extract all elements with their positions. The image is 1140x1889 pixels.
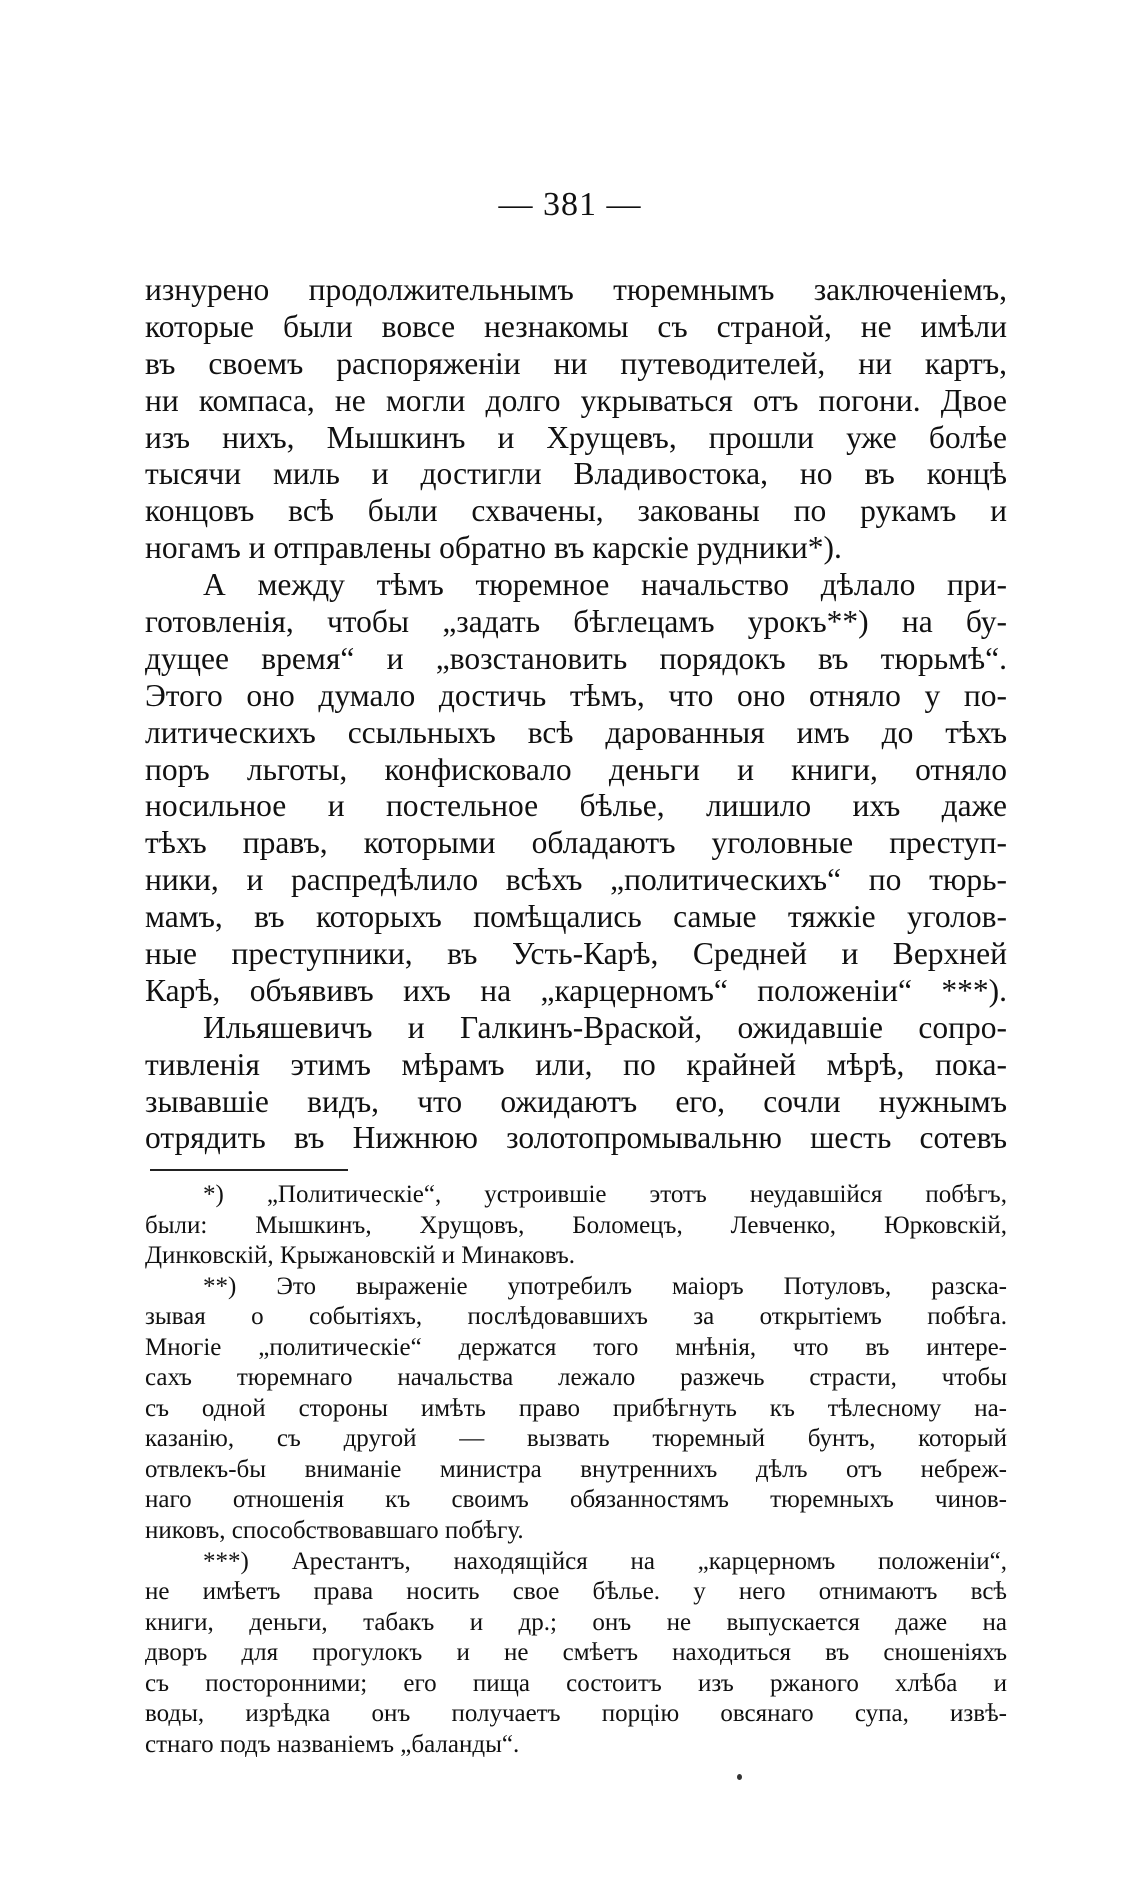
footnote-2-line: съ одной стороны имѣть право прибѣгнуть къ тѣлесному на- (145, 1394, 1007, 1422)
text-line: въ своемъ распоряженіи ни путеводителей, ни картъ, (145, 345, 1007, 381)
text-line: концовъ всѣ были схвачены, закованы по рукамъ и (145, 493, 1007, 529)
text-line: Этого оно думало достичь тѣмъ, что оно отняло у по- (145, 677, 1007, 713)
paragraph-start-line: Ильяшевичъ и Галкинъ-Враской, ожидавшіе сопро- (203, 1009, 1007, 1045)
footnote-divider (150, 1169, 348, 1171)
footnote-2-line: **) Это выраженіе употребилъ маіоръ Потуловъ, разска- (203, 1272, 1007, 1300)
text-line: мамъ, въ которыхъ помѣщались самые тяжкіе уголов- (145, 899, 1007, 935)
footnote-1-line: Динковскій, Крыжановскій и Минаковъ. (145, 1242, 576, 1270)
footnote-3-line: стнаго подъ названіемъ „баланды“. (145, 1730, 520, 1758)
footnote-2-line: Многіе „политическіе“ держатся того мнѣнія, что въ интере- (145, 1333, 1007, 1361)
text-line: ники, и распредѣлило всѣхъ „политическихъ“ по тюрь- (145, 862, 1007, 898)
footnote-2-line: отвлекъ-бы вниманіе министра внутреннихъ дѣлъ отъ небреж- (145, 1455, 1007, 1483)
text-line: тысячи миль и достигли Владивостока, но въ концѣ (145, 456, 1007, 492)
footnote-2-line: наго отношенія къ своимъ обязанностямъ тюремныхъ чинов- (145, 1486, 1007, 1514)
text-line: ногамъ и отправлены обратно въ карскіе рудники*). (145, 530, 842, 566)
footnote-3-line: книги, деньги, табакъ и др.; онъ не выпускается даже на (145, 1608, 1007, 1636)
footnote-2-line: сахъ тюремнаго начальства лежало разжечь страсти, чтобы (145, 1364, 1007, 1392)
text-line: дущее время“ и „возстановить порядокъ въ тюрьмѣ“. (145, 640, 1007, 676)
main-text (145, 272, 1007, 1157)
text-line: тѣхъ правъ, которыми обладаютъ уголовные преступ- (145, 825, 1007, 861)
footnote-1-line: были: Мышкинъ, Хрущовъ, Боломецъ, Левченко, Юрковскій, (145, 1211, 1007, 1239)
footnote-3-line: ***) Арестантъ, находящійся на „карцерномъ положеніи“, (203, 1547, 1007, 1575)
page-number: — 381 — (498, 186, 642, 223)
footnote-3-line: съ посторонними; его пища состоитъ изъ ржаного хлѣба и (145, 1669, 1007, 1697)
text-line: поръ льготы, конфисковало деньги и книги, отняло (145, 751, 1007, 787)
text-line: изъ нихъ, Мышкинъ и Хрущевъ, прошли уже болѣе (145, 419, 1007, 455)
text-line: ни компаса, не могли долго укрываться отъ погони. Двое (145, 382, 1007, 418)
text-line: литическихъ ссыльныхъ всѣ дарованныя имъ до тѣхъ (145, 714, 1007, 750)
text-line: носильное и постельное бѣлье, лишило ихъ даже (145, 788, 1007, 824)
footnote-3-line: дворъ для прогулокъ и не смѣетъ находиться въ сношеніяхъ (145, 1639, 1007, 1667)
footnote-2-line: казанію, съ другой — вызвать тюремный бунтъ, который (145, 1425, 1007, 1453)
text-line: которые были вовсе незнакомы съ страной, не имѣли (145, 308, 1007, 344)
footnote-2-line: зывая о событіяхъ, послѣдовавшихъ за открытіемъ побѣга. (145, 1303, 1007, 1331)
text-line: тивленія этимъ мѣрамъ или, по крайней мѣрѣ, пока- (145, 1046, 1007, 1082)
text-line: готовленія, чтобы „задать бѣглецамъ урокъ**) на бу- (145, 604, 1007, 640)
text-line: ные преступники, въ Усть-Карѣ, Средней и Верхней (145, 936, 1007, 972)
footnote-1-line: *) „Политическіе“, устроившіе этотъ неудавшійся побѣгъ, (203, 1181, 1007, 1208)
paragraph-start-line: А между тѣмъ тюремное начальство дѣлало при- (203, 567, 1007, 603)
ink-speck (737, 1774, 742, 1780)
text-line: зывавшіе видъ, что ожидаютъ его, сочли нужнымъ (145, 1083, 1007, 1119)
footnote-2-line: никовъ, способствовавшаго побѣгу. (145, 1517, 524, 1545)
footnotes (145, 1180, 1007, 1760)
footnote-3-line: не имѣетъ права носить свое бѣлье. у него отнимаютъ всѣ (145, 1578, 1007, 1606)
text-line: отрядить въ Нижнюю золотопромывальню шесть сотевъ (145, 1120, 1007, 1156)
text-line: Карѣ, объявивъ ихъ на „карцерномъ“ положеніи“ ***). (145, 972, 1007, 1008)
footnote-3-line: воды, изрѣдка онъ получаетъ порцію овсянаго супа, извѣ- (145, 1700, 1007, 1728)
text-line: изнурено продолжительнымъ тюремнымъ заключеніемъ, (145, 272, 1007, 307)
